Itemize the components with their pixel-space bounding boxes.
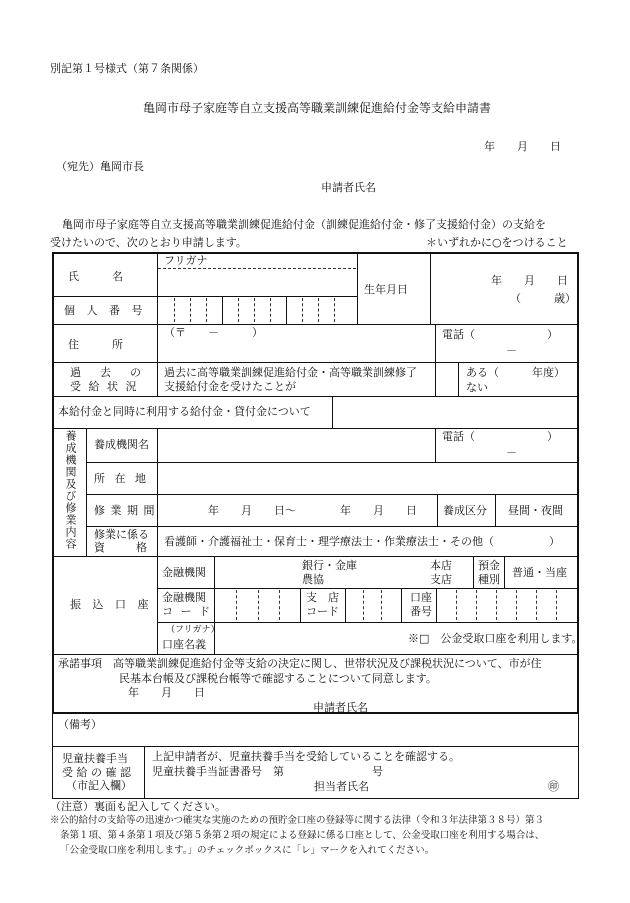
date-line[interactable]: 年 月 日 bbox=[484, 140, 561, 153]
training-section-label: 養成機関及び修業内容 bbox=[64, 430, 77, 550]
phone-close: ） bbox=[547, 328, 558, 341]
concurrent-label: 本給付金と同時に利用する給付金・貸付金について bbox=[58, 405, 311, 418]
consent-name-label: 申請者氏名 bbox=[313, 701, 368, 714]
intro-line-1: 亀岡市母子家庭等自立支援高等職業訓練促進給付金（訓練促進給付金・修了支援給付金）の支給を bbox=[62, 218, 546, 231]
remarks-label: （備考） bbox=[58, 718, 102, 731]
past-text-1: 過去に高等職業訓練促進給付金・高等職業訓練修了 bbox=[164, 366, 417, 379]
period-value[interactable]: 年 月 日～ 年 月 日 bbox=[208, 504, 417, 517]
consent-date[interactable]: 年 月 日 bbox=[128, 686, 205, 699]
phone-dash[interactable]: － bbox=[506, 344, 517, 357]
city-text-2[interactable]: 児童扶養手当証書番号 第 号 bbox=[152, 765, 383, 778]
inst-phone-dash[interactable]: － bbox=[506, 446, 517, 459]
past-label-2: 受 給 状 況 bbox=[70, 380, 139, 393]
public-account-checkbox[interactable]: ※□ 公金受取口座を利用します。 bbox=[408, 632, 583, 645]
my-number-label: 個 人 番 号 bbox=[64, 304, 147, 317]
deposit-type-value[interactable]: 普通・当座 bbox=[512, 566, 567, 579]
birth-label: 生年月日 bbox=[364, 283, 408, 296]
account-no-label-2: 番号 bbox=[410, 605, 432, 618]
past-label-1: 過 去 の bbox=[70, 366, 145, 379]
city-text-1: 上記申請者が、児童扶養手当を受給していることを確認する。 bbox=[152, 750, 460, 763]
branch-code-label-1: 支 店 bbox=[306, 591, 339, 604]
age[interactable]: （ 歳） bbox=[510, 292, 576, 305]
birth-ymd[interactable]: 年 月 日 bbox=[491, 274, 568, 287]
bank-code-label-1: 金融機関 bbox=[162, 591, 206, 604]
applicant-name-label: 申請者氏名 bbox=[321, 181, 376, 194]
bank-code-label-2: コ ー ド bbox=[162, 605, 212, 618]
holder-label: 口座名義 bbox=[162, 638, 206, 651]
training-type-value[interactable]: 昼間・夜間 bbox=[508, 504, 563, 517]
circle-note: ＊いずれかに○をつけること bbox=[426, 236, 568, 249]
institution-name-label: 養成機関名 bbox=[94, 438, 149, 451]
intro-line-2: 受けたいので、次のとおり申請します。 bbox=[50, 236, 247, 249]
note-2-line-2: 条第１項、第４条第１項及び第５条第２項の規定による登録に係る口座として、公金受取口座を利用する場合は、 bbox=[60, 830, 545, 841]
period-label: 修 業 期 間 bbox=[94, 504, 156, 517]
bank-section-label: 振 込 口 座 bbox=[70, 598, 153, 611]
qualification-label-1: 修業に係る bbox=[94, 528, 149, 541]
past-yes[interactable]: ある（ 年度） bbox=[466, 366, 565, 379]
addressee: （宛先）亀岡市長 bbox=[56, 160, 144, 173]
inst-phone-label: 電話（ bbox=[442, 430, 475, 443]
branch-main[interactable]: 本店 bbox=[430, 559, 452, 572]
city-label-1: 児童扶養手当 bbox=[62, 752, 128, 765]
qualification-label-2: 資 格 bbox=[94, 541, 150, 554]
past-no[interactable]: ない bbox=[466, 381, 488, 394]
bank-inst-label: 金融機関 bbox=[162, 566, 206, 579]
branch-code-label-2: コード bbox=[306, 605, 339, 618]
phone-label: 電話（ bbox=[442, 328, 475, 341]
account-no-label-1: 口座 bbox=[410, 591, 432, 604]
training-type-label: 養成区分 bbox=[443, 504, 487, 517]
note-2-line-1: ※公的給付の支給等の迅速かつ確実な実施のための預貯金口座の登録等に関する法律（令和３年法律第３８号）第３ bbox=[50, 815, 545, 826]
seal-mark: ㊞ bbox=[548, 780, 559, 793]
city-text-3: 担当者氏名 bbox=[314, 780, 369, 793]
furigana-label: フリガナ bbox=[164, 254, 208, 267]
holder-furigana: （フリガナ） bbox=[166, 625, 220, 635]
consent-line-2: 民基本台帳及び課税台帳等で確認することについて同意します。 bbox=[119, 672, 437, 685]
consent-line-1: 承諾事項 高等職業訓練促進給付金等支給の決定に関し、世帯状況及び課税状況について、市が住 bbox=[58, 657, 542, 670]
qualification-value[interactable]: 看護師・介護福祉士・保育士・理学療法士・作業療法士・その他（ ） bbox=[164, 535, 560, 548]
institution-address-label: 所 在 地 bbox=[94, 472, 149, 485]
note-2-line-3: 「公金受取口座を利用します。」のチェックボックスに「レ」マークを入れてください。 bbox=[60, 845, 435, 856]
form-title: 亀岡市母子家庭等自立支援高等職業訓練促進給付金等支給申請書 bbox=[143, 101, 492, 115]
branch-sub[interactable]: 支店 bbox=[430, 573, 452, 586]
city-label-2: 受 給 の 確 認 bbox=[62, 766, 131, 779]
note-1: （注意）裏面も記入してください。 bbox=[50, 800, 226, 813]
deposit-type-label-2: 種別 bbox=[478, 573, 500, 586]
form-number: 別記第１号様式（第７条関係） bbox=[50, 62, 204, 75]
name-label: 氏 名 bbox=[68, 270, 123, 283]
bank-types-1[interactable]: 銀行・金庫 bbox=[302, 559, 357, 572]
inst-phone-close: ） bbox=[547, 430, 558, 443]
city-label-3: （市記入欄） bbox=[66, 779, 132, 792]
deposit-type-label-1: 預金 bbox=[478, 559, 500, 572]
bank-types-2[interactable]: 農協 bbox=[302, 573, 324, 586]
address-label: 住 所 bbox=[68, 338, 123, 351]
postal-code[interactable]: （〒 － ） bbox=[164, 326, 263, 339]
past-text-2: 支援給付金を受けたことが bbox=[164, 380, 296, 393]
